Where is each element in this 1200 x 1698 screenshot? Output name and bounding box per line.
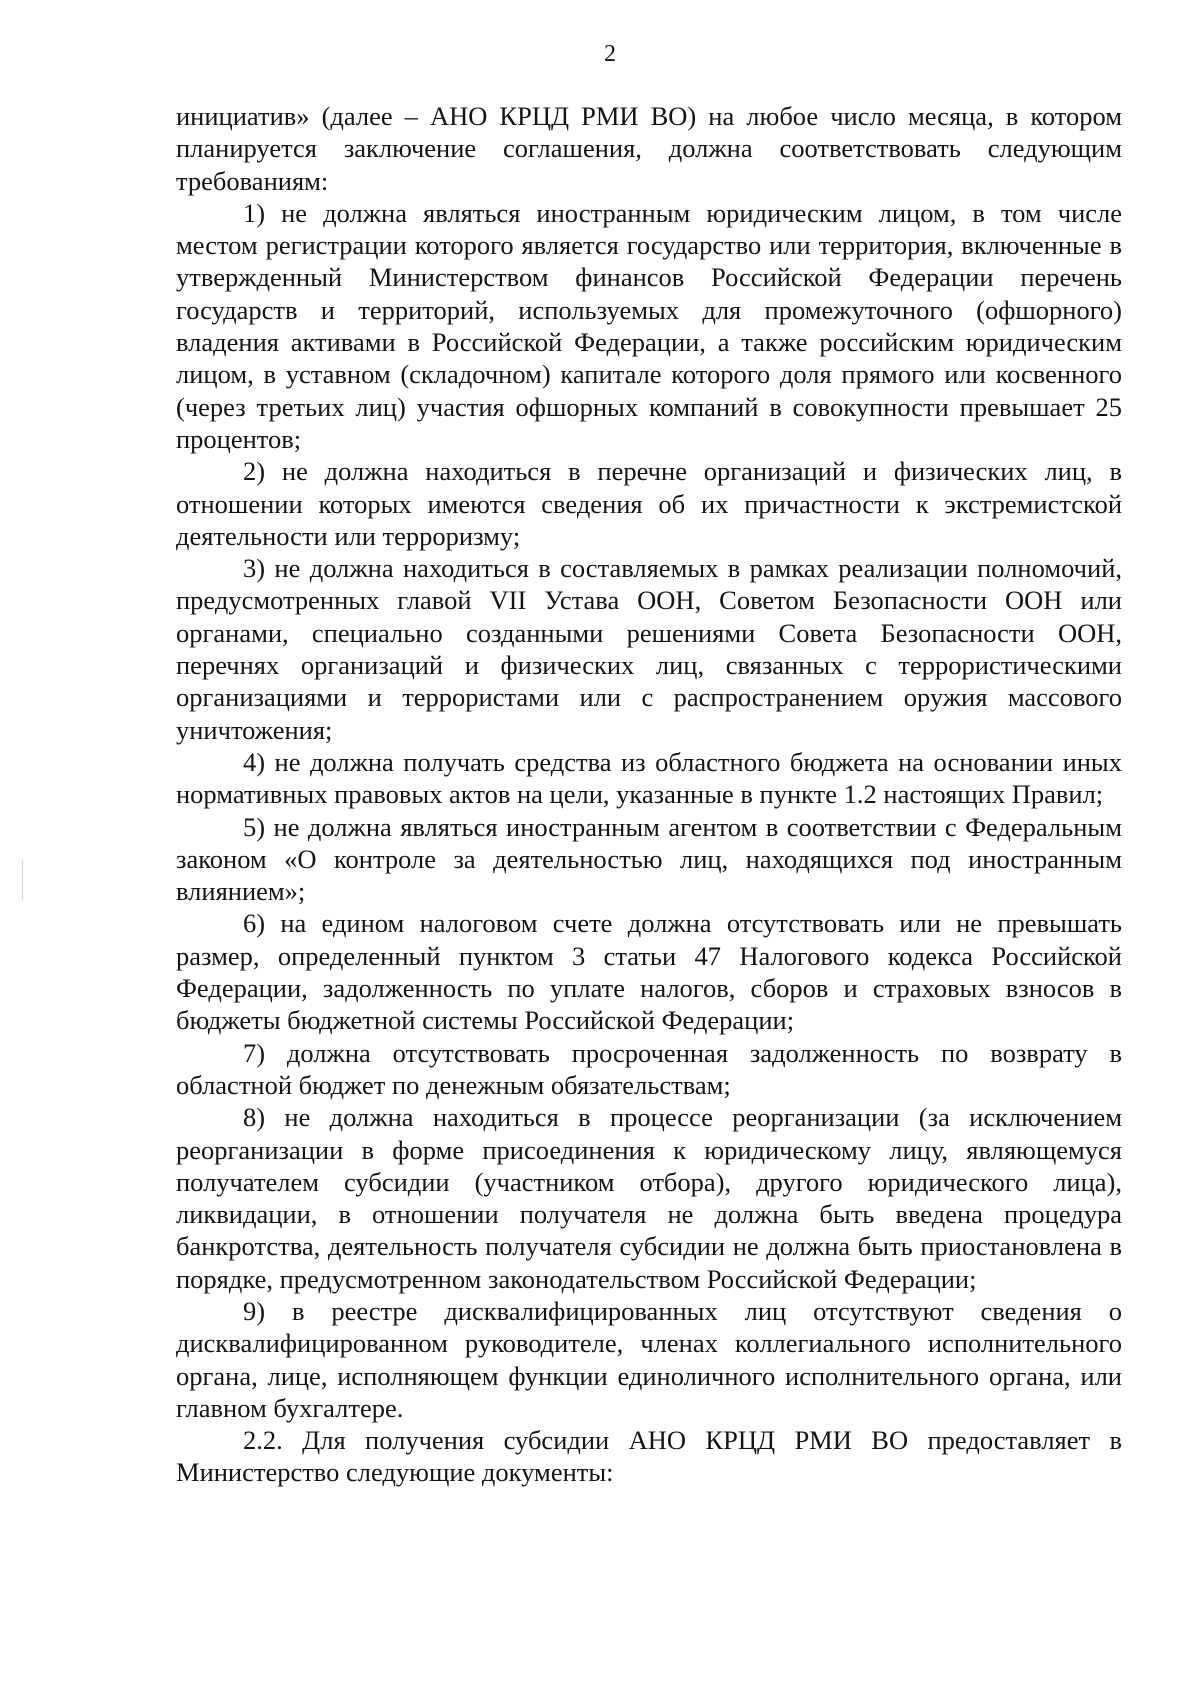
section-2-2-paragraph: 2.2. Для получения субсидии АНО КРЦД РМИ ВО предоставляет в Министерство следующие документы: <box>176 1425 1122 1488</box>
list-item-6: 6) на едином налоговом счете должна отсутствовать или не превышать размер, определенный пунктом 3 статьи 47 Налогового кодекса Российской Федерации, задолженность по уплате налогов, сборов и страховых взносов в бюджеты бюджетной системы Российской Федерации; <box>176 908 1122 1036</box>
list-item-1: 1) не должна являться иностранным юридическим лицом, в том числе местом регистрации которого является государство или территория, включенные в утвержденный Министерством финансов Российской Федерации перечень государств и территорий, используемых для промежуточного (офшорного) владения активами в Российской Федерации, а также российским юридическим лицом, в уставном (складочном) капитале которого доля прямого или косвенного (через третьих лиц) участия офшорных компаний в совокупности превышает 25 процентов; <box>176 197 1122 454</box>
page-number: 2 <box>604 41 616 67</box>
list-item-2: 2) не должна находиться в перечне организаций и физических лиц, в отношении которых имеются сведения об их причастности к экстремистской деятельности или терроризму; <box>176 456 1122 551</box>
list-item-7: 7) должна отсутствовать просроченная задолженность по возврату в областной бюджет по денежным обязательствам; <box>176 1037 1122 1100</box>
document-body <box>176 100 1122 1489</box>
list-item-9: 9) в реестре дисквалифицированных лиц отсутствуют сведения о дисквалифицированном руководителе, членах коллегиального исполнительного органа, лице, исполняющем функции единоличного исполнительного органа, или главном бухгалтере. <box>176 1295 1122 1423</box>
list-item-5: 5) не должна являться иностранным агентом в соответствии с Федеральным законом «О контроле за деятельностью лиц, находящихся под иностранным влиянием»; <box>176 811 1122 907</box>
list-item-8: 8) не должна находиться в процессе реорганизации (за исключением реорганизации в форме присоединения к юридическому лицу, являющемуся получателем субсидии (участником отбора), другого юридического лица), ликвидации, в отношении получателя не должна быть введена процедура банкротства, деятельность получателя субсидии не должна быть приостановлена в порядке, предусмотренном законодательством Российской Федерации; <box>176 1102 1122 1294</box>
scan-margin-mark <box>22 860 23 900</box>
list-item-3: 3) не должна находиться в составляемых в рамках реализации полномочий, предусмотренных главой VII Устава ООН, Советом Безопасности ООН или органами, специально созданными решениями Совета Безопасности ООН, перечнях организаций и физических лиц, связанных с террористическими организациями и террористами или с распространением оружия массового уничтожения; <box>176 553 1122 745</box>
list-item-4: 4) не должна получать средства из областного бюджета на основании иных нормативных правовых актов на цели, указанные в пункте 1.2 настоящих Правил; <box>176 746 1122 810</box>
paragraph-intro: инициатив» (далее – АНО КРЦД РМИ ВО) на любое число месяца, в котором планируется заключение соглашения, должна соответствовать следующим требованиям: <box>176 101 1122 196</box>
